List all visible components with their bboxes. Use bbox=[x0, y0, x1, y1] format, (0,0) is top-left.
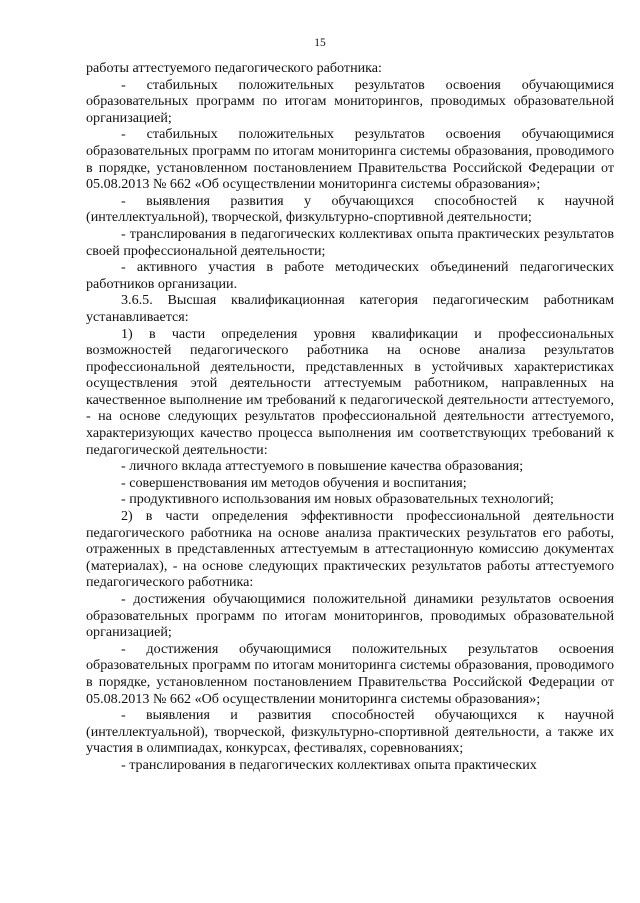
list-item: - активного участия в работе методических объединений педагогических работников организации. bbox=[86, 259, 614, 292]
list-item: - достижения обучающимися положительных результатов освоения образовательных программ по итогам мониторинга системы образования, проводимого в порядке, установленном постановлением Правительства Российской Федерации от 05.08.2013 № 662 «Об осуществлении мониторинга системы образования»; bbox=[86, 640, 614, 707]
section-paragraph: 3.6.5. Высшая квалификационная категория педагогическим работникам устанавливается: bbox=[86, 292, 614, 325]
numbered-paragraph: 2) в части определения эффективности профессиональной деятельности педагогического работника на основе анализа практических результатов его работы, отраженных в представленных аттестуемым в аттестационную комиссию документах (материалах), - на основе следующих практических результатов работы аттестуемого педагогического работника: bbox=[86, 508, 614, 591]
document-body bbox=[86, 60, 614, 774]
list-item: - стабильных положительных результатов освоения обучающимися образовательных программ по итогам мониторинга системы образования, проводимого в порядке, установленном постановлением Правительства Российской Федерации от 05.08.2013 № 662 «Об осуществлении мониторинга системы образования»; bbox=[86, 126, 614, 193]
list-item: - транслирования в педагогических коллективах опыта практических результатов своей профессиональной деятельности; bbox=[86, 225, 614, 259]
list-item: - достижения обучающимися положительной динамики результатов освоения образовательных программ по итогам мониторингов, проводимых образовательной организацией; bbox=[86, 591, 614, 641]
list-item: - стабильных положительных результатов освоения обучающимися образовательных программ по итогам мониторингов, проводимых образовательной организацией; bbox=[86, 76, 614, 126]
list-item: - выявления и развития способностей обучающихся к научной (интеллектуальной), творческой, физкультурно-спортивной деятельности, а также их участия в олимпиадах, конкурсах, фестивалях, соревнованиях; bbox=[86, 707, 614, 757]
paragraph-continuation: работы аттестуемого педагогического работника: bbox=[86, 60, 382, 76]
list-item: - продуктивного использования им новых образовательных технологий; bbox=[121, 491, 554, 508]
page-number: 15 bbox=[314, 37, 326, 49]
list-item: - транслирования в педагогических коллективах опыта практических bbox=[121, 756, 537, 773]
list-item: - совершенствования им методов обучения и воспитания; bbox=[121, 474, 467, 491]
list-item: - личного вклада аттестуемого в повышение качества образования; bbox=[121, 458, 524, 475]
list-item: - выявления развития у обучающихся способностей к научной (интеллектуальной), творческой, физкультурно-спортивной деятельности; bbox=[86, 192, 614, 226]
numbered-paragraph: 1) в части определения уровня квалификации и профессиональных возможностей педагогического работника на основе анализа результатов профессиональной деятельности, представленных в устойчивых характеристиках осуществления этой деятельности аттестуемым работником, направленных на качественное выполнение им требований к педагогической деятельности аттестуемого, - на основе следующих результатов профессиональной деятельности аттестуемого, характеризующих качество процесса выполнения им соответствующих требований к педагогической деятельности: bbox=[86, 325, 614, 458]
